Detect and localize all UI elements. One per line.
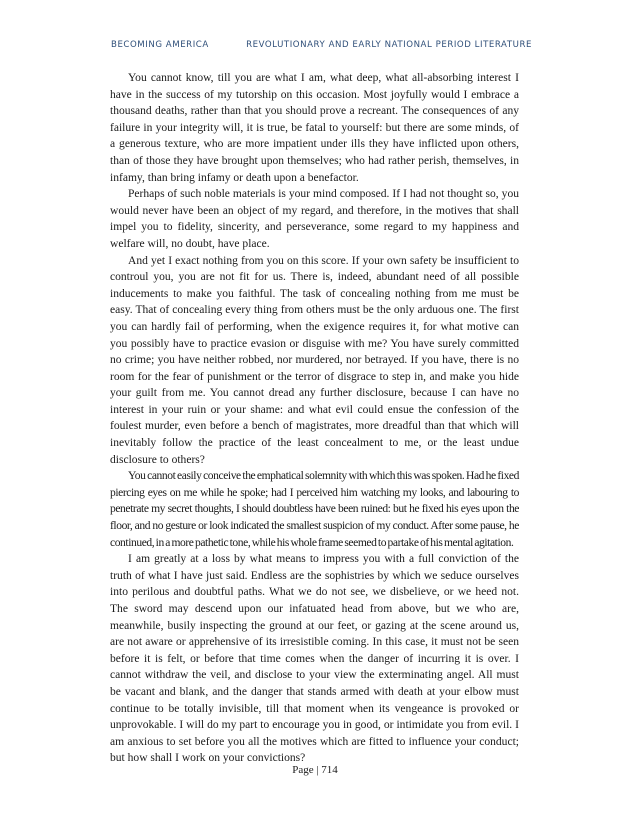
body-text <box>110 70 519 767</box>
paragraph: Perhaps of such noble materials is your mind composed. If I had not thought so, you would never have been an object of my regard, and therefore, in the motives that shall impel you to fidelity, sincerity, and perseverance, some regard to my happiness and welfare will, no doubt, have place. <box>110 188 519 250</box>
paragraph: And yet I exact nothing from you on this score. If your own safety be insufficient to controul you, you are not fit for us. There is, indeed, abundant need of all possible inducements to make you faithful. The task of concealing nothing from me must be easy. That of concealing every thing from others must be the only arduous one. The first you can hardly fail of performing, when the exigence requires it, for what motive can you possibly have to practice evasion or disguise with me? You have surely committed no crime; you have neither robbed, nor murdered, nor betrayed. If you have, there is no room for the fear of punishment or the terror of disgrace to step in, and make you hide your guilt from me. You cannot dread any further disclosure, because I can have no interest in your ruin or your shame: and what evil could ensue the confession of the foulest murder, even before a bench of magistrates, more dreadful than that which will inevitably follow the practice of the least concealment to me, or the least undue disclosure to others? <box>110 254 519 466</box>
page-number-footer: Page | 714 <box>292 764 338 776</box>
paragraph: You cannot know, till you are what I am, what deep, what all-absorbing interest I have in the success of my tutorship on this occasion. Most joyfully would I embrace a thousand deaths, rather than that you should prove a recreant. The consequences of any failure in your integrity will, it is true, be fatal to yourself: but there are some minds, of a generous texture, who are more impatient under ills they have inflicted upon others, than of those they have brought upon themselves; who had rather perish, themselves, in infamy, than bring infamy or death upon a benefactor. <box>110 72 519 184</box>
running-header <box>111 40 531 50</box>
header-book-title: BECOMING AMERICA <box>111 40 209 50</box>
header-section-title: REVOLUTIONARY AND EARLY NATIONAL PERIOD LITERATURE <box>246 40 532 50</box>
paragraph: You cannot easily conceive the emphatical solemnity with which this was spoken. Had he fixed piercing eyes on me while he spoke; had I perceived him watching my looks, and labouring to penetrate my secret thoughts, I should doubtless have been ruined: but he fixed his eyes upon the floor, and no gesture or look indicated the smallest suspicion of my conduct. After some pause, he continued, in a more pathetic tone, while his whole frame seemed to partake of his mental agitation. <box>110 470 519 549</box>
paragraph: I am greatly at a loss by what means to impress you with a full conviction of the truth of what I have just said. Endless are the sophistries by which we seduce ourselves into perilous and doubtful paths. What we do not see, we disbelieve, or we heed not. The sword may descend upon our infatuated head from above, but we who are, meanwhile, busily inspecting the ground at our feet, or gazing at the scene around us, are not aware or apprehensive of its irresistible coming. In this case, it must not be seen before it is felt, or before that time comes when the danger of incurring it is over. I cannot withdraw the veil, and disclose to your view the exterminating angel. All must be vacant and blank, and the danger that stands armed with death at your elbow must continue to be totally invisible, till that moment when its vengeance is provoked or unprovokable. I will do my part to encourage you in good, or intimidate you from evil. I am anxious to set before you all the motives which are fitted to influence your conduct; but how shall I work on your convictions? <box>110 553 519 765</box>
